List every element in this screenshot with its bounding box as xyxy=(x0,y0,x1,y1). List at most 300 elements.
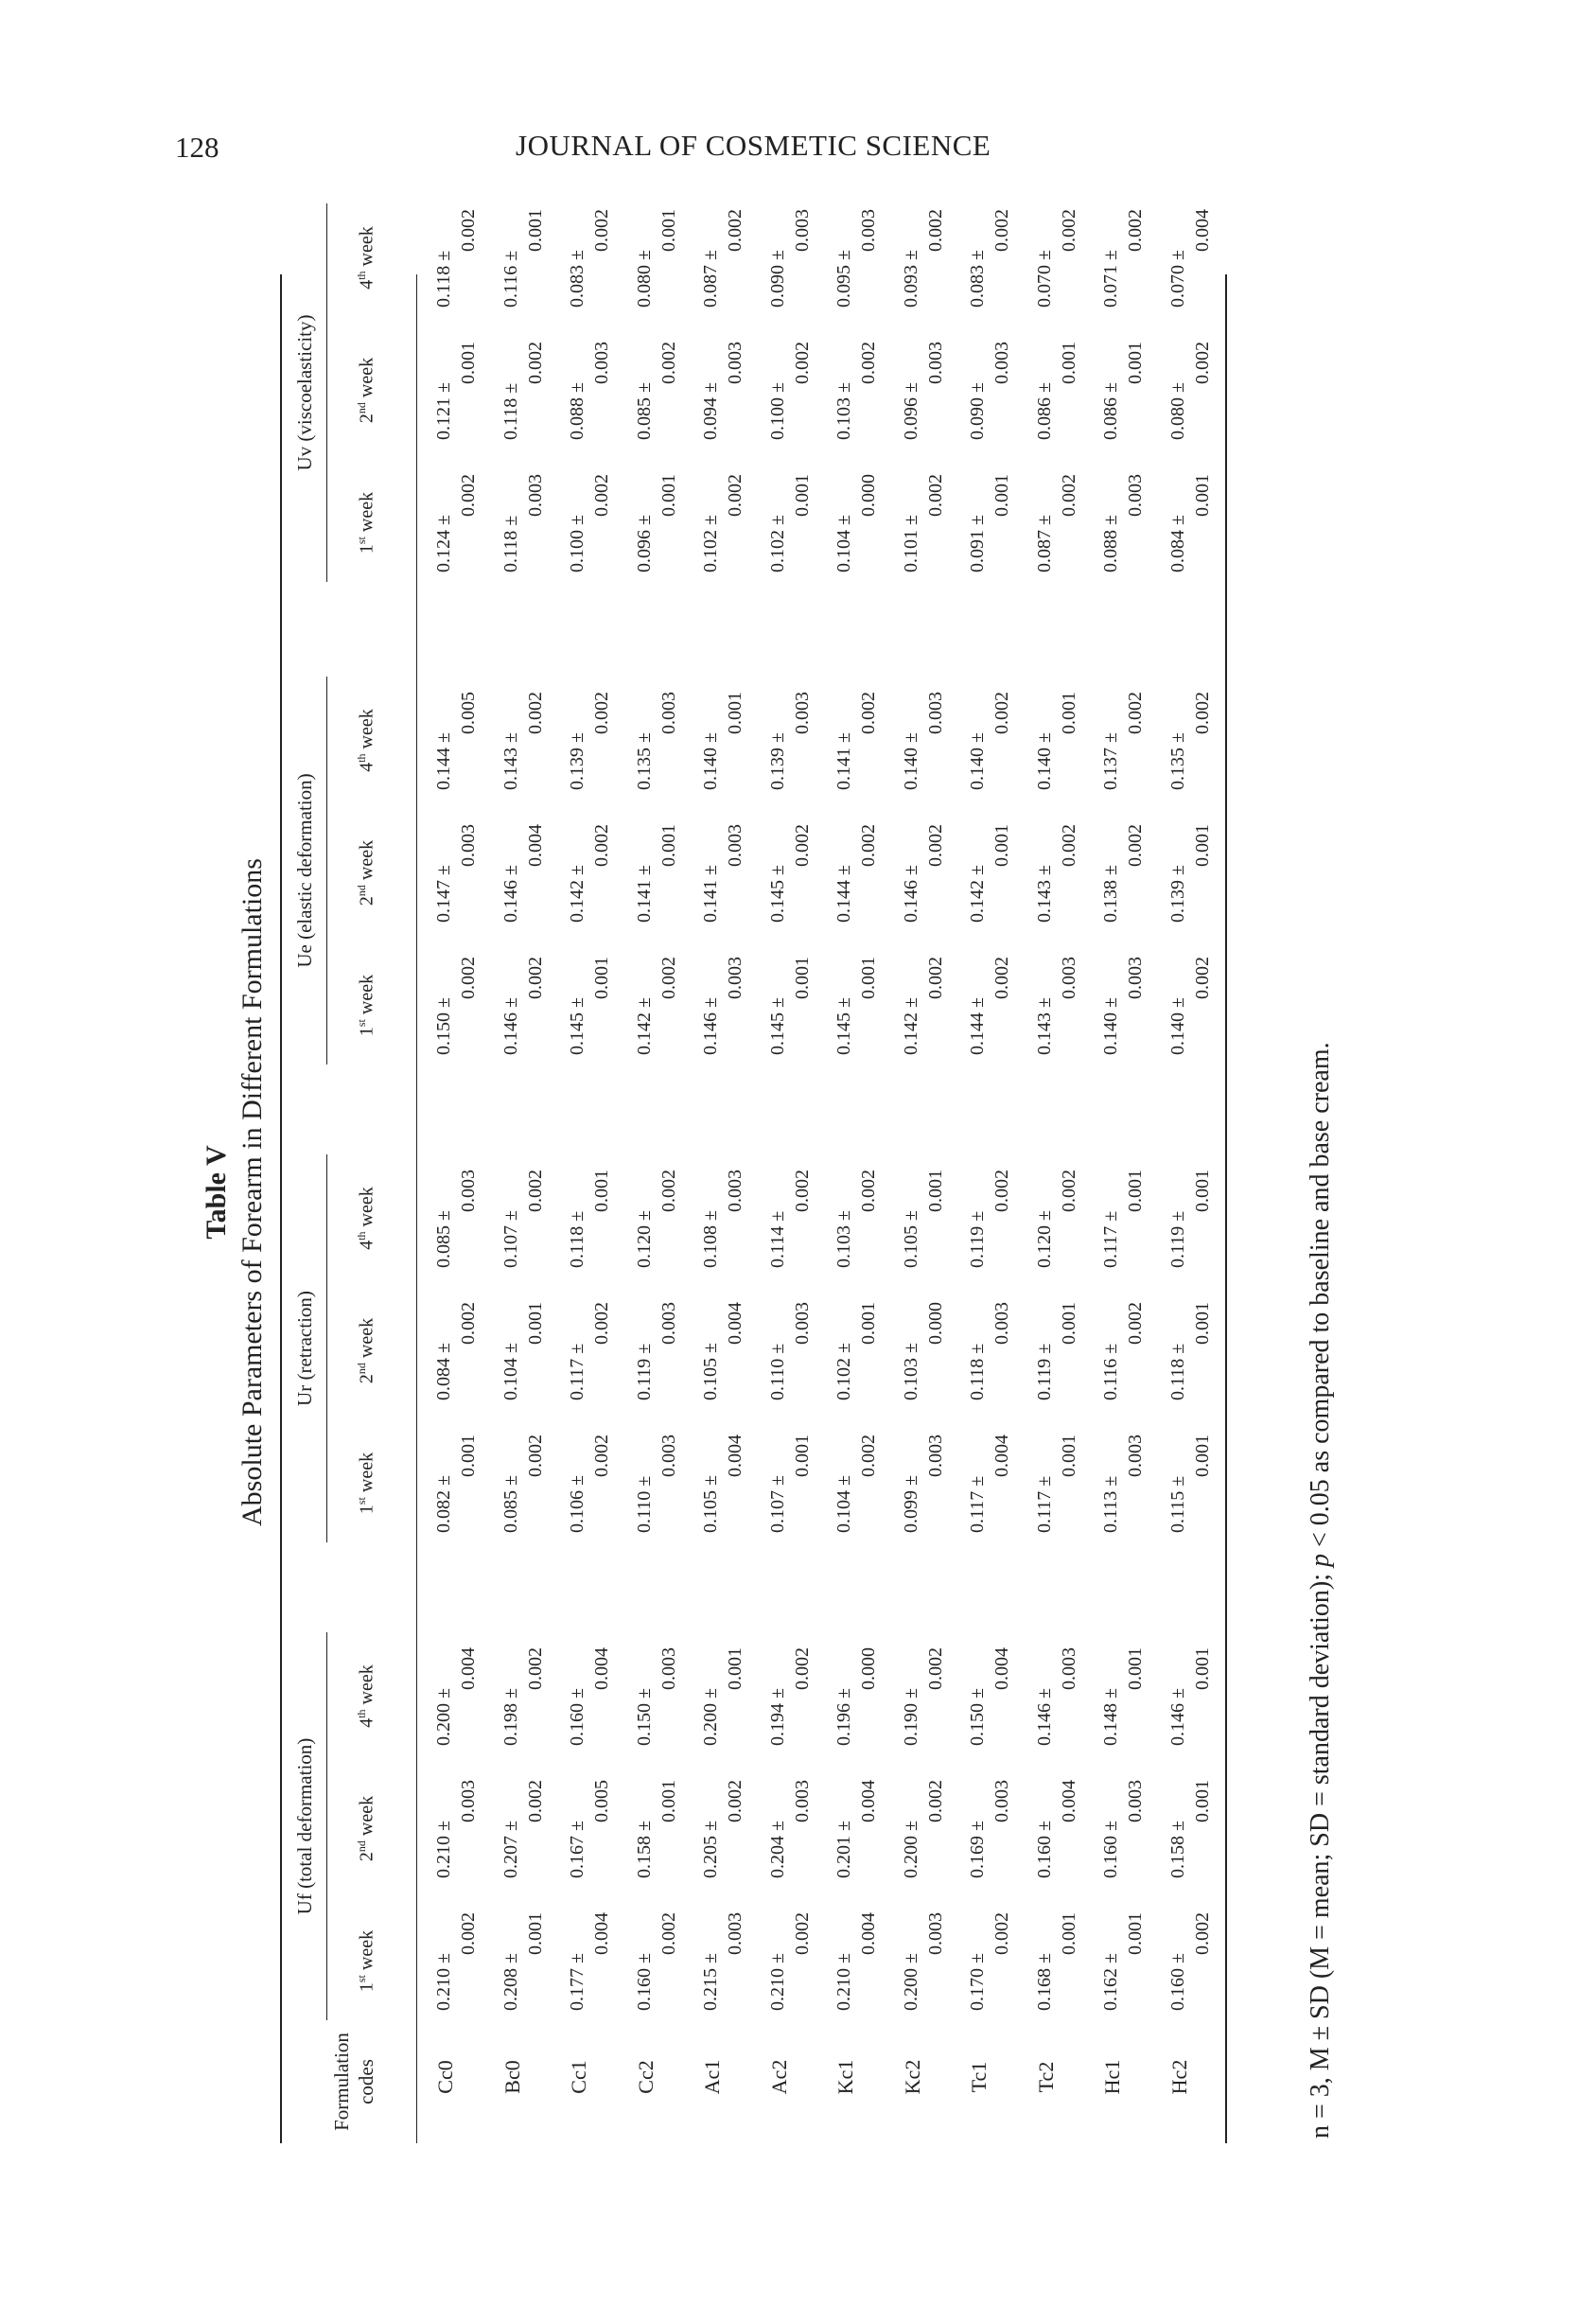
cell-mean: 0.160 ± xyxy=(567,1688,588,1746)
cell-mean: 0.210 ± xyxy=(766,1953,788,2011)
cell-mean: 0.205 ± xyxy=(700,1821,721,1878)
cell-sd: 0.001 xyxy=(1191,474,1213,517)
cell-mean: 0.200 ± xyxy=(433,1688,454,1746)
cell-sd: 0.002 xyxy=(524,692,546,734)
cell-mean: 0.071 ± xyxy=(1100,250,1121,308)
cell-mean: 0.146 ± xyxy=(1033,1688,1055,1746)
cell-mean: 0.194 ± xyxy=(766,1688,788,1746)
table-cell xyxy=(1166,1164,1215,1268)
cell-mean: 0.101 ± xyxy=(900,515,921,572)
table-cell xyxy=(765,1907,815,2011)
cell-sd: 0.002 xyxy=(658,1170,679,1212)
formulation-code: Ac2 xyxy=(766,2059,791,2095)
formulation-code: Tc2 xyxy=(1033,2061,1058,2093)
group-header: Uv (viscoelasticity) xyxy=(293,314,316,471)
week-header: 4th week xyxy=(355,709,377,772)
cell-sd: 0.002 xyxy=(858,342,879,384)
cell-sd: 0.004 xyxy=(725,1435,745,1477)
cell-mean: 0.150 ± xyxy=(433,997,454,1055)
cell-sd: 0.002 xyxy=(1191,957,1213,999)
table-cell xyxy=(832,1296,881,1400)
cell-mean: 0.094 ± xyxy=(700,382,721,440)
cell-sd: 0.001 xyxy=(524,1912,546,1955)
cell-sd: 0.003 xyxy=(725,824,745,867)
cell-mean: 0.117 ± xyxy=(967,1475,988,1533)
table-cell xyxy=(565,1296,614,1400)
cell-mean: 0.116 ± xyxy=(1100,1343,1121,1400)
cell-sd: 0.003 xyxy=(725,1912,745,1955)
table-cell xyxy=(832,1429,881,1533)
cell-mean: 0.162 ± xyxy=(1100,1953,1121,2011)
table-cell xyxy=(832,1164,881,1268)
cell-sd: 0.002 xyxy=(991,957,1012,999)
cell-sd: 0.003 xyxy=(658,1647,679,1690)
cell-sd: 0.001 xyxy=(858,957,879,999)
cell-sd: 0.002 xyxy=(591,692,612,734)
cell-sd: 0.003 xyxy=(1058,957,1079,999)
cell-mean: 0.200 ± xyxy=(900,1953,921,2011)
formulation-code: Hc1 xyxy=(1100,2059,1124,2095)
table-cell xyxy=(765,336,815,440)
cell-mean: 0.160 ± xyxy=(1100,1821,1121,1878)
cell-sd: 0.003 xyxy=(858,209,879,252)
cell-sd: 0.003 xyxy=(458,824,479,867)
cell-mean: 0.138 ± xyxy=(1100,865,1121,923)
cell-sd: 0.003 xyxy=(791,209,813,252)
cell-mean: 0.158 ± xyxy=(1166,1821,1188,1878)
formulation-code: Ac1 xyxy=(700,2059,724,2095)
table-cell xyxy=(765,1774,815,1878)
cell-mean: 0.208 ± xyxy=(500,1953,521,2011)
table-cell xyxy=(765,686,815,790)
cell-sd: 0.004 xyxy=(858,1780,879,1822)
cell-sd: 0.002 xyxy=(991,692,1012,734)
table-cell xyxy=(965,686,1014,790)
table-cell xyxy=(1098,336,1148,440)
cell-mean: 0.150 ± xyxy=(967,1688,988,1746)
cell-mean: 0.143 ± xyxy=(500,732,521,790)
table-cell xyxy=(832,1642,881,1746)
table-cell xyxy=(965,1296,1014,1400)
cell-mean: 0.196 ± xyxy=(833,1688,854,1746)
cell-sd: 0.002 xyxy=(1191,692,1213,734)
cell-mean: 0.170 ± xyxy=(967,1953,988,2011)
cell-mean: 0.145 ± xyxy=(766,865,788,923)
table-label: Table V xyxy=(201,1145,232,1240)
table-cell xyxy=(431,819,481,923)
cell-sd: 0.002 xyxy=(658,1912,679,1955)
table-cell xyxy=(832,203,881,308)
cell-sd: 0.003 xyxy=(791,1302,813,1345)
cell-mean: 0.099 ± xyxy=(900,1475,921,1533)
table-cell xyxy=(1032,468,1081,572)
cell-sd: 0.003 xyxy=(924,1912,946,1955)
cell-sd: 0.002 xyxy=(858,1170,879,1212)
cell-mean: 0.142 ± xyxy=(967,865,988,923)
cell-mean: 0.143 ± xyxy=(1033,865,1055,923)
cell-mean: 0.096 ± xyxy=(900,382,921,440)
cell-sd: 0.002 xyxy=(991,209,1012,252)
table-cell xyxy=(499,1642,548,1746)
cell-sd: 0.001 xyxy=(858,1302,879,1345)
cell-sd: 0.002 xyxy=(858,824,879,867)
table-footnote: n = 3, M ± SD (M = mean; SD = standard deviation); p < 0.05 as compared to baseline and base cream. xyxy=(1306,1042,1335,2139)
week-header: 1st week xyxy=(355,1452,377,1515)
table-cell xyxy=(965,203,1014,308)
cell-mean: 0.095 ± xyxy=(833,250,854,308)
cell-mean: 0.146 ± xyxy=(900,865,921,923)
table-cell xyxy=(832,951,881,1055)
table-cell xyxy=(565,1642,614,1746)
cell-sd: 0.002 xyxy=(924,1647,946,1690)
cell-mean: 0.139 ± xyxy=(567,732,588,790)
cell-sd: 0.000 xyxy=(924,1302,946,1345)
cell-mean: 0.102 ± xyxy=(833,1343,854,1400)
cell-sd: 0.002 xyxy=(1125,692,1146,734)
cell-sd: 0.005 xyxy=(591,1780,612,1822)
table-cell xyxy=(565,1774,614,1878)
table-cell xyxy=(899,1774,948,1878)
table-cell xyxy=(632,951,681,1055)
table-cell xyxy=(1166,1296,1215,1400)
cell-mean: 0.105 ± xyxy=(700,1343,721,1400)
table-cell xyxy=(965,819,1014,923)
table-cell xyxy=(698,468,747,572)
cell-mean: 0.210 ± xyxy=(433,1821,454,1878)
cell-sd: 0.003 xyxy=(1125,1780,1146,1822)
cell-sd: 0.001 xyxy=(1058,342,1079,384)
table-cell xyxy=(698,1774,747,1878)
table-cell xyxy=(499,1296,548,1400)
cell-sd: 0.001 xyxy=(1191,1780,1213,1822)
cell-sd: 0.001 xyxy=(1191,824,1213,867)
table-cell xyxy=(431,336,481,440)
cell-mean: 0.087 ± xyxy=(700,250,721,308)
table-cell xyxy=(899,203,948,308)
table-cell xyxy=(565,468,614,572)
cell-mean: 0.177 ± xyxy=(567,1953,588,2011)
cell-sd: 0.003 xyxy=(991,342,1012,384)
table-cell xyxy=(765,1296,815,1400)
cell-sd: 0.001 xyxy=(725,1647,745,1690)
table-cell xyxy=(499,336,548,440)
cell-sd: 0.002 xyxy=(524,1647,546,1690)
cell-mean: 0.139 ± xyxy=(766,732,788,790)
cell-mean: 0.119 ± xyxy=(967,1210,988,1268)
cell-sd: 0.004 xyxy=(858,1912,879,1955)
table-cell xyxy=(832,1907,881,2011)
cell-sd: 0.001 xyxy=(725,692,745,734)
cell-sd: 0.002 xyxy=(1125,209,1146,252)
table-cell xyxy=(565,203,614,308)
cell-mean: 0.200 ± xyxy=(900,1821,921,1878)
table-cell xyxy=(565,819,614,923)
cell-sd: 0.001 xyxy=(1191,1647,1213,1690)
week-header: 2nd week xyxy=(355,1795,377,1862)
cell-sd: 0.001 xyxy=(991,474,1012,517)
cell-sd: 0.002 xyxy=(591,209,612,252)
cell-mean: 0.117 ± xyxy=(1033,1475,1055,1533)
cell-mean: 0.070 ± xyxy=(1033,250,1055,308)
cell-mean: 0.085 ± xyxy=(433,1210,454,1268)
table-cell xyxy=(832,336,881,440)
table-cell xyxy=(1098,1164,1148,1268)
cell-mean: 0.190 ± xyxy=(900,1688,921,1746)
cell-sd: 0.002 xyxy=(924,957,946,999)
cell-sd: 0.001 xyxy=(1125,1647,1146,1690)
table-cell xyxy=(765,951,815,1055)
cell-sd: 0.004 xyxy=(524,824,546,867)
cell-mean: 0.083 ± xyxy=(567,250,588,308)
cell-sd: 0.003 xyxy=(1125,957,1146,999)
table-cell xyxy=(965,1642,1014,1746)
cell-mean: 0.140 ± xyxy=(900,732,921,790)
formulation-code: Bc0 xyxy=(500,2060,524,2094)
week-header: 4th week xyxy=(355,1187,377,1250)
cell-sd: 0.004 xyxy=(725,1302,745,1345)
table-title: Absolute Parameters of Forearm in Different Formulations xyxy=(237,858,268,1526)
cell-mean: 0.141 ± xyxy=(633,865,655,923)
cell-sd: 0.002 xyxy=(1125,824,1146,867)
cell-sd: 0.002 xyxy=(458,957,479,999)
cell-sd: 0.001 xyxy=(524,1302,546,1345)
table-cell xyxy=(632,203,681,308)
cell-sd: 0.000 xyxy=(858,1647,879,1690)
table-cell xyxy=(431,1642,481,1746)
cell-mean: 0.204 ± xyxy=(766,1821,788,1878)
table-cell xyxy=(632,686,681,790)
table-cell xyxy=(431,1296,481,1400)
cell-sd: 0.003 xyxy=(991,1302,1012,1345)
cell-sd: 0.003 xyxy=(658,1435,679,1477)
table-cell xyxy=(899,819,948,923)
week-header: 4th week xyxy=(355,226,377,290)
cell-mean: 0.142 ± xyxy=(567,865,588,923)
table-cell xyxy=(899,1642,948,1746)
table-cell xyxy=(499,819,548,923)
table-cell xyxy=(499,1164,548,1268)
cell-mean: 0.115 ± xyxy=(1166,1475,1188,1533)
cell-sd: 0.002 xyxy=(524,1435,546,1477)
cell-sd: 0.002 xyxy=(858,692,879,734)
table-cell xyxy=(1032,1164,1081,1268)
cell-sd: 0.001 xyxy=(1191,1302,1213,1345)
table-cell xyxy=(1098,1296,1148,1400)
table-top-rule xyxy=(280,274,282,2143)
cell-sd: 0.004 xyxy=(991,1435,1012,1477)
cell-sd: 0.002 xyxy=(991,1170,1012,1212)
table-cell xyxy=(431,1774,481,1878)
table-cell xyxy=(698,1907,747,2011)
table-cell xyxy=(1098,819,1148,923)
table-cell xyxy=(765,1164,815,1268)
cell-sd: 0.002 xyxy=(591,1435,612,1477)
cell-sd: 0.003 xyxy=(924,342,946,384)
cell-mean: 0.118 ± xyxy=(1166,1343,1188,1400)
cell-mean: 0.104 ± xyxy=(833,1475,854,1533)
table-cell xyxy=(565,1907,614,2011)
journal-running-head: JOURNAL OF COSMETIC SCIENCE xyxy=(516,129,991,162)
cell-mean: 0.141 ± xyxy=(700,865,721,923)
cell-sd: 0.001 xyxy=(791,1435,813,1477)
table-cell xyxy=(1032,819,1081,923)
cell-sd: 0.002 xyxy=(658,957,679,999)
cell-mean: 0.146 ± xyxy=(700,997,721,1055)
cell-sd: 0.002 xyxy=(1058,474,1079,517)
cell-sd: 0.000 xyxy=(858,474,879,517)
table-cell xyxy=(965,336,1014,440)
table-cell xyxy=(431,203,481,308)
cell-mean: 0.145 ± xyxy=(567,997,588,1055)
cell-mean: 0.091 ± xyxy=(967,515,988,572)
table-cell xyxy=(1032,1907,1081,2011)
cell-sd: 0.001 xyxy=(591,957,612,999)
cell-sd: 0.002 xyxy=(924,824,946,867)
cell-mean: 0.160 ± xyxy=(633,1953,655,2011)
cell-sd: 0.001 xyxy=(1191,1435,1213,1477)
table-cell xyxy=(698,1296,747,1400)
cell-sd: 0.002 xyxy=(1058,209,1079,252)
cell-mean: 0.140 ± xyxy=(1100,997,1121,1055)
cell-mean: 0.117 ± xyxy=(1100,1210,1121,1268)
cell-mean: 0.150 ± xyxy=(633,1688,655,1746)
cell-sd: 0.005 xyxy=(458,692,479,734)
cell-sd: 0.002 xyxy=(1058,824,1079,867)
table-cell xyxy=(698,686,747,790)
table-cell xyxy=(698,1642,747,1746)
cell-mean: 0.140 ± xyxy=(967,732,988,790)
table-cell xyxy=(1098,686,1148,790)
cell-mean: 0.107 ± xyxy=(766,1475,788,1533)
table-cell xyxy=(1166,1907,1215,2011)
cell-sd: 0.001 xyxy=(924,1170,946,1212)
week-header: 2nd week xyxy=(355,1317,377,1384)
table-cell xyxy=(698,1164,747,1268)
cell-sd: 0.002 xyxy=(924,474,946,517)
table-cell xyxy=(1098,203,1148,308)
cell-sd: 0.001 xyxy=(1058,1302,1079,1345)
cell-sd: 0.001 xyxy=(791,474,813,517)
cell-sd: 0.004 xyxy=(991,1647,1012,1690)
week-header: 2nd week xyxy=(355,839,377,907)
table-cell xyxy=(632,819,681,923)
table-cell xyxy=(765,1642,815,1746)
cell-mean: 0.118 ± xyxy=(567,1210,588,1268)
table-cell xyxy=(1166,468,1215,572)
cell-mean: 0.119 ± xyxy=(1166,1210,1188,1268)
cell-sd: 0.003 xyxy=(991,1780,1012,1822)
rotated-table-block xyxy=(199,209,1523,2157)
cell-mean: 0.117 ± xyxy=(567,1343,588,1400)
cell-mean: 0.118 ± xyxy=(500,382,521,440)
cell-mean: 0.110 ± xyxy=(766,1343,788,1400)
cell-mean: 0.124 ± xyxy=(433,515,454,572)
cell-mean: 0.103 ± xyxy=(833,382,854,440)
cell-sd: 0.003 xyxy=(725,957,745,999)
table-cell xyxy=(965,1907,1014,2011)
cell-sd: 0.003 xyxy=(725,1170,745,1212)
table-cell xyxy=(499,1907,548,2011)
cell-mean: 0.083 ± xyxy=(967,250,988,308)
cell-mean: 0.201 ± xyxy=(833,1821,854,1878)
cell-sd: 0.002 xyxy=(1058,1170,1079,1212)
cell-mean: 0.167 ± xyxy=(567,1821,588,1878)
table-cell xyxy=(499,468,548,572)
formulation-code: Cc0 xyxy=(433,2060,457,2094)
table-cell xyxy=(965,1429,1014,1533)
cell-sd: 0.002 xyxy=(725,474,745,517)
table-cell xyxy=(832,686,881,790)
table-cell xyxy=(632,468,681,572)
cell-mean: 0.135 ± xyxy=(1166,732,1188,790)
table-header-rule xyxy=(416,274,417,2143)
cell-sd: 0.003 xyxy=(725,342,745,384)
cell-sd: 0.002 xyxy=(991,1912,1012,1955)
cell-sd: 0.001 xyxy=(658,209,679,252)
cell-sd: 0.001 xyxy=(658,824,679,867)
table-cell xyxy=(765,203,815,308)
cell-sd: 0.002 xyxy=(591,1302,612,1345)
table-cell xyxy=(1098,1642,1148,1746)
cell-sd: 0.003 xyxy=(524,474,546,517)
cell-mean: 0.210 ± xyxy=(433,1953,454,2011)
table-cell xyxy=(1166,336,1215,440)
table-caption xyxy=(199,227,271,2157)
formulation-code: Cc1 xyxy=(567,2060,590,2094)
cell-sd: 0.003 xyxy=(1058,1647,1079,1690)
cell-mean: 0.146 ± xyxy=(500,997,521,1055)
cell-mean: 0.090 ± xyxy=(967,382,988,440)
cell-sd: 0.001 xyxy=(458,1435,479,1477)
table-cell xyxy=(1032,686,1081,790)
week-header: 1st week xyxy=(355,491,377,554)
cell-mean: 0.103 ± xyxy=(833,1210,854,1268)
table-cell xyxy=(1166,1774,1215,1878)
cell-sd: 0.002 xyxy=(924,1780,946,1822)
table-cell xyxy=(565,336,614,440)
cell-sd: 0.004 xyxy=(591,1647,612,1690)
cell-sd: 0.003 xyxy=(1125,1435,1146,1477)
cell-sd: 0.002 xyxy=(1191,1912,1213,1955)
table-cell xyxy=(899,1296,948,1400)
cell-mean: 0.140 ± xyxy=(700,732,721,790)
cell-sd: 0.001 xyxy=(991,824,1012,867)
cell-sd: 0.002 xyxy=(791,1912,813,1955)
formulation-code: Kc1 xyxy=(833,2059,857,2095)
cell-mean: 0.215 ± xyxy=(700,1953,721,2011)
table-cell xyxy=(698,1429,747,1533)
table-cell xyxy=(765,1429,815,1533)
cell-sd: 0.001 xyxy=(1125,1170,1146,1212)
cell-sd: 0.003 xyxy=(658,1302,679,1345)
cell-sd: 0.002 xyxy=(1191,342,1213,384)
table-cell xyxy=(832,468,881,572)
cell-mean: 0.160 ± xyxy=(1033,1821,1055,1878)
group-underline xyxy=(326,1154,327,1542)
table-cell xyxy=(899,686,948,790)
cell-mean: 0.139 ± xyxy=(1166,865,1188,923)
table-cell xyxy=(899,468,948,572)
cell-mean: 0.142 ± xyxy=(900,997,921,1055)
table-cell xyxy=(1166,1429,1215,1533)
cell-mean: 0.090 ± xyxy=(766,250,788,308)
cell-mean: 0.084 ± xyxy=(1166,515,1188,572)
cell-mean: 0.114 ± xyxy=(766,1210,788,1268)
cell-mean: 0.106 ± xyxy=(567,1475,588,1533)
cell-mean: 0.147 ± xyxy=(433,865,454,923)
cell-sd: 0.001 xyxy=(1058,1912,1079,1955)
week-header: 2nd week xyxy=(355,357,377,424)
